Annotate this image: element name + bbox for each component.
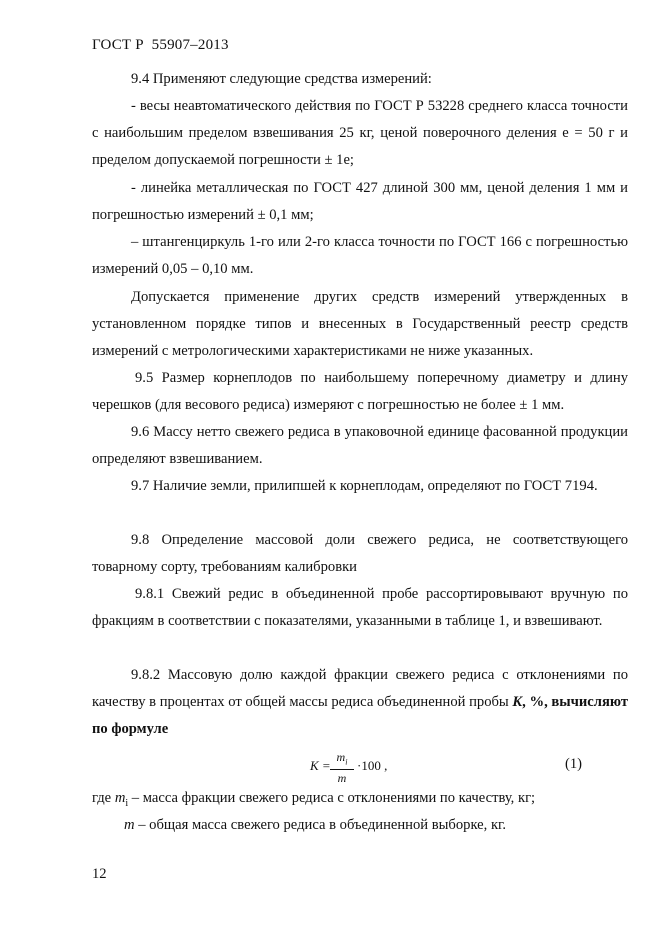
formula-lhs: K = xyxy=(310,758,331,773)
definition-m-symbol: m xyxy=(124,817,135,833)
formula-denominator: m xyxy=(337,771,347,786)
paragraph-9-4-other-instruments: Допускается применение других средств измерений утвержденных в установленном порядке типов и внесенных в Государственный реестр средств измерений с метрологическими характеристиками не ниже указанных. xyxy=(92,289,628,359)
formula-number: (1) xyxy=(565,756,583,772)
paragraph-9-8-2 xyxy=(92,662,628,743)
paragraph-9-8-2-text-b: , %, вычисляют по формуле xyxy=(92,694,629,737)
paragraph-9-4: 9.4 Применяют следующие средства измерений: xyxy=(131,71,432,87)
paragraph-9-8-2-text-a: 9.8.2 Массовую долю каждой фракции свежего редиса с отклонениями по качеству в процентах от общей массы редиса объединенной пробы xyxy=(92,667,628,710)
definition-where-label: где xyxy=(92,790,112,806)
formula-fraction xyxy=(330,750,354,786)
paragraph-9-8-2-k-symbol: K xyxy=(512,694,523,710)
paragraph-9-4-ruler: - линейка металлическая по ГОСТ 427 длиной 300 мм, ценой деления 1 мм и погрешностью измерений ± 0,1 мм; xyxy=(92,180,628,223)
definition-m-text: – общая масса свежего редиса в объединенной выборке, кг. xyxy=(134,817,507,833)
page-number: 12 xyxy=(92,866,107,882)
paragraph-9-4-caliper: – штангенциркуль 1-го или 2-го класса точности по ГОСТ 166 с погрешностью измерений 0,05 – 0,10 мм. xyxy=(92,234,628,277)
paragraph-9-6: 9.6 Массу нетто свежего редиса в упаковочной единице фасованной продукции определяют взвешиванием. xyxy=(92,424,628,467)
definition-m xyxy=(124,817,506,834)
paragraph-9-8: 9.8 Определение массовой доли свежего редиса, не соответствующего товарному сорту, требованиям калибровки xyxy=(92,532,628,575)
formula-numerator: $m_i$ xyxy=(330,750,354,770)
standard-header: ГОСТ Р 55907–2013 xyxy=(92,37,229,53)
paragraph-9-8-1: 9.8.1 Свежий редис в объединенной пробе рассортировывают вручную по фракциям в соответствии с показателями, указанными в таблице 1, и взвешивают. xyxy=(92,586,628,629)
paragraph-9-5: 9.5 Размер корнеплодов по наибольшему поперечному диаметру и длину черешков (для весового редиса) измеряют с погрешностью не более ± 1 мм. xyxy=(92,370,628,413)
definition-mi-symbol: $m_i$ xyxy=(114,790,129,809)
paragraph-9-4-scales: - весы неавтоматического действия по ГОСТ Р 53228 среднего класса точности с наибольшим пределом взвешивания 25 кг, ценой поверочного деления e = 50 г и пределом допускаемой погрешности ± 1е; xyxy=(92,98,628,168)
definition-mi-text: – масса фракции свежего редиса с отклонениями по качеству, кг; xyxy=(128,790,536,806)
definition-mi xyxy=(92,790,535,809)
formula-multiplier: ·100 , xyxy=(357,758,388,773)
paragraph-9-7: 9.7 Наличие земли, прилипшей к корнеплодам, определяют по ГОСТ 7194. xyxy=(131,478,598,494)
